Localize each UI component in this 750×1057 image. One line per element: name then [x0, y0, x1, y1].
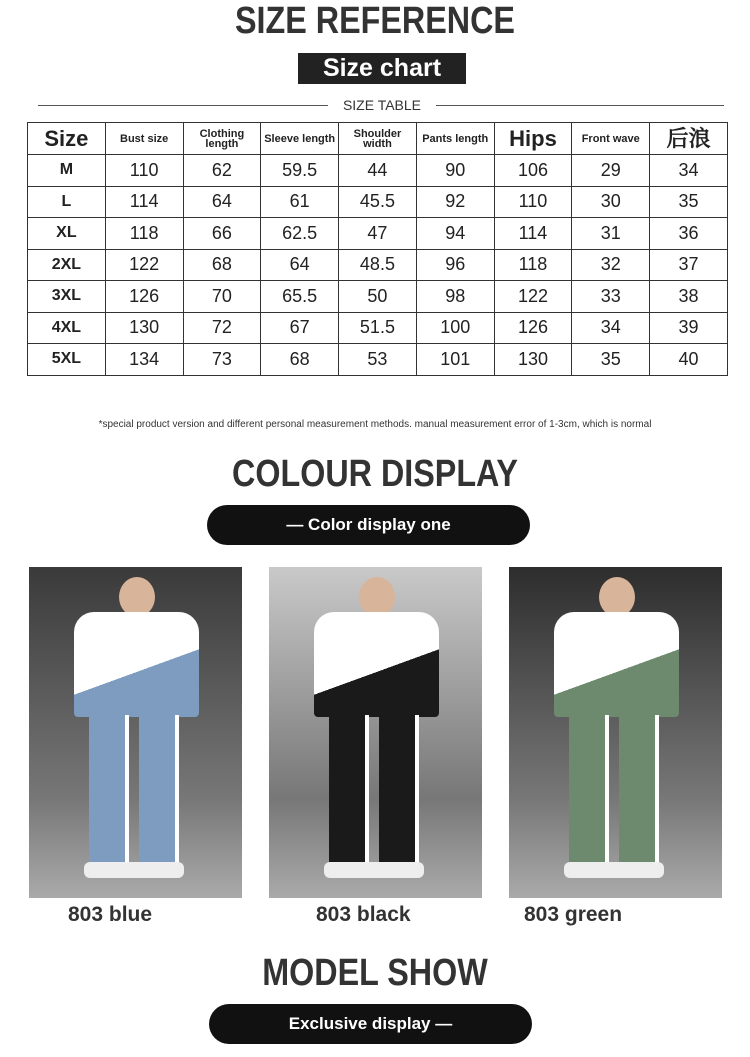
column-header: Front wave	[572, 123, 650, 155]
measurement-cell: 122	[105, 249, 183, 281]
size-cell: 3XL	[28, 281, 106, 313]
measurement-cell: 32	[572, 249, 650, 281]
measurement-cell: 101	[416, 344, 494, 376]
table-row	[28, 155, 728, 187]
table-row	[28, 281, 728, 313]
measurement-cell: 64	[183, 186, 261, 218]
table-row	[28, 249, 728, 281]
measurement-cell: 36	[650, 218, 728, 250]
measurement-cell: 64	[261, 249, 339, 281]
measurement-cell: 62.5	[261, 218, 339, 250]
measurement-cell: 100	[416, 312, 494, 344]
measurement-cell: 65.5	[261, 281, 339, 313]
measurement-cell: 66	[183, 218, 261, 250]
measurement-cell: 34	[572, 312, 650, 344]
measurement-cell: 96	[416, 249, 494, 281]
size-table	[27, 122, 728, 376]
table-header-row	[28, 123, 728, 155]
measurement-cell: 31	[572, 218, 650, 250]
size-cell: 5XL	[28, 344, 106, 376]
measurement-cell: 110	[105, 155, 183, 187]
size-cell: M	[28, 155, 106, 187]
divider	[38, 105, 328, 106]
table-row	[28, 312, 728, 344]
colour-display-title: COLOUR DISPLAY	[232, 453, 518, 495]
measurement-cell: 44	[339, 155, 417, 187]
measurement-cell: 51.5	[339, 312, 417, 344]
measurement-cell: 45.5	[339, 186, 417, 218]
size-chart-badge: Size chart	[298, 53, 466, 84]
column-header: 后浪	[650, 123, 728, 155]
color-caption: 803 green	[524, 903, 623, 926]
size-cell: 4XL	[28, 312, 106, 344]
measurement-cell: 47	[339, 218, 417, 250]
product-photo-black	[269, 567, 482, 898]
measurement-cell: 130	[105, 312, 183, 344]
column-header: Clothing length	[183, 123, 261, 155]
measurement-cell: 122	[494, 281, 572, 313]
measurement-cell: 68	[183, 249, 261, 281]
divider	[436, 105, 724, 106]
product-photo-green	[509, 567, 722, 898]
size-reference-title: SIZE REFERENCE	[235, 0, 515, 42]
measurement-cell: 114	[105, 186, 183, 218]
color-display-pill: — Color display one	[207, 505, 530, 545]
measurement-cell: 30	[572, 186, 650, 218]
column-header: Sleeve length	[261, 123, 339, 155]
column-header: Shoulder width	[339, 123, 417, 155]
measurement-cell: 130	[494, 344, 572, 376]
measurement-cell: 59.5	[261, 155, 339, 187]
column-header: Size	[28, 123, 106, 155]
model-show-title: MODEL SHOW	[262, 952, 488, 994]
product-photo-blue	[29, 567, 242, 898]
measurement-cell: 98	[416, 281, 494, 313]
measurement-cell: 114	[494, 218, 572, 250]
measurement-cell: 134	[105, 344, 183, 376]
measurement-cell: 73	[183, 344, 261, 376]
measurement-cell: 40	[650, 344, 728, 376]
measurement-note: *special product version and different personal measurement methods. manual measurement error of 1-3cm, which is normal	[98, 419, 652, 430]
measurement-cell: 126	[494, 312, 572, 344]
table-row	[28, 344, 728, 376]
measurement-cell: 72	[183, 312, 261, 344]
table-row	[28, 218, 728, 250]
measurement-cell: 106	[494, 155, 572, 187]
measurement-cell: 67	[261, 312, 339, 344]
color-caption: 803 blue	[68, 903, 153, 926]
measurement-cell: 48.5	[339, 249, 417, 281]
measurement-cell: 68	[261, 344, 339, 376]
measurement-cell: 62	[183, 155, 261, 187]
measurement-cell: 39	[650, 312, 728, 344]
measurement-cell: 33	[572, 281, 650, 313]
size-cell: L	[28, 186, 106, 218]
column-header: Pants length	[416, 123, 494, 155]
measurement-cell: 92	[416, 186, 494, 218]
measurement-cell: 29	[572, 155, 650, 187]
measurement-cell: 90	[416, 155, 494, 187]
measurement-cell: 38	[650, 281, 728, 313]
column-header: Bust size	[105, 123, 183, 155]
table-row	[28, 186, 728, 218]
size-cell: 2XL	[28, 249, 106, 281]
measurement-cell: 53	[339, 344, 417, 376]
measurement-cell: 35	[650, 186, 728, 218]
measurement-cell: 34	[650, 155, 728, 187]
measurement-cell: 61	[261, 186, 339, 218]
measurement-cell: 37	[650, 249, 728, 281]
exclusive-display-pill: Exclusive display —	[209, 1004, 532, 1044]
measurement-cell: 118	[494, 249, 572, 281]
measurement-cell: 118	[105, 218, 183, 250]
measurement-cell: 126	[105, 281, 183, 313]
size-table-label: SIZE TABLE	[342, 97, 422, 113]
measurement-cell: 35	[572, 344, 650, 376]
measurement-cell: 70	[183, 281, 261, 313]
column-header: Hips	[494, 123, 572, 155]
measurement-cell: 110	[494, 186, 572, 218]
color-caption: 803 black	[316, 903, 411, 926]
size-cell: XL	[28, 218, 106, 250]
measurement-cell: 50	[339, 281, 417, 313]
measurement-cell: 94	[416, 218, 494, 250]
